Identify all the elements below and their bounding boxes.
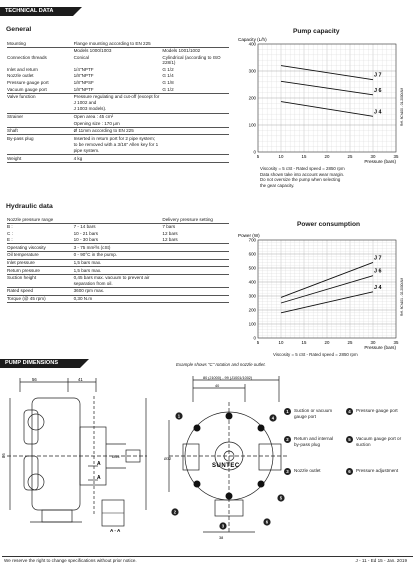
legend-number: 4 [346,408,353,415]
dim-oslash54: Ø54 [112,454,120,459]
hydraulic-cell-label: Oil temperature [7,251,74,259]
general-row [7,142,229,155]
general-cell-label: Strainer [7,114,24,120]
general-row [7,106,229,113]
general-row [7,40,229,47]
capacity-y-tick-label: 400 [248,41,256,47]
port-marker-3: 3 [221,523,225,529]
legend-item [284,408,344,419]
general-cell-c2: Cylindrical (according to ISO 228/1) [162,54,221,66]
port-marker-6: 6 [265,519,269,525]
port-legend [284,408,412,538]
hydraulic-cell-label: Inlet pressure [7,259,74,267]
hydraulic-row [7,251,229,259]
capacity-x-tick-label: 30 [370,154,376,159]
capacity-y-axis-label: Capacity (L/h) [238,37,267,42]
legend-number: 3 [284,468,291,475]
power-series-label: J 6 [374,268,382,275]
legend-text: Nozzle outlet [294,468,321,473]
capacity-series-label: J 6 [374,87,382,94]
hydraulic-cell-c2 [162,287,229,295]
hydraulic-row [7,230,229,237]
hydraulic-cell-c2: Delivery pressure setting [162,216,229,223]
general-row [7,47,229,54]
capacity-chart-title: Pump capacity [293,28,340,35]
general-cell-c2 [162,155,229,163]
dim-56: 56 [32,377,37,382]
pump-dimensions-header [0,359,80,368]
hydraulic-cell-c2 [162,244,229,252]
power-x-tick-label: 30 [370,340,376,345]
hydraulic-cell-label: Suction height [7,274,74,287]
pump-dimensions-title: PUMP DIMENSIONS [5,360,59,366]
hydraulic-table [7,216,229,303]
hydraulic-cell-c1: 1,5 bars max. [74,267,163,275]
general-row [7,66,229,73]
hydraulic-row [7,259,229,267]
capacity-series-label: J 7 [374,72,382,79]
port-marker-1: 1 [177,413,181,419]
general-cell-c1: Flange mounting according to EN 225 [74,40,163,47]
page-footer [2,556,413,564]
general-cell-c1: Opening size : 170 µm [74,120,163,127]
technical-data-title: TECHNICAL DATA [5,8,54,14]
power-y-tick-label: 400 [248,279,256,285]
hydraulic-cell-label: Operating viscosity [7,244,74,252]
general-cell-c1: 4 kg [74,155,163,163]
dim-top-2: 40 [215,384,220,388]
power-chart-title: Power consumption [297,221,361,228]
pump-front-view-drawing [163,372,288,544]
legend-number: 2 [284,436,291,443]
general-cell-c2 [162,142,229,155]
capacity-x-tick-label: 25 [347,154,353,159]
dim-oslash32: Ø32 [164,457,172,461]
hydraulic-cell-c2 [162,295,229,303]
general-cell-c2 [162,127,229,135]
power-y-tick-label: 100 [248,321,256,327]
general-cell-label: Valve function [7,94,36,100]
general-cell-c1: to be removed with a 3/16" Allen key for 1 pipe system. [74,142,163,155]
general-table [7,40,229,163]
hydraulic-cell-c1: 10 - 30 bars [74,237,163,244]
capacity-series-label: J 4 [374,109,382,116]
general-cell-c2 [162,93,229,106]
general-cell-c2: G 1/2 [162,66,174,72]
general-cell-c2 [162,40,229,47]
general-cell-c1: Conical [73,54,89,60]
legend-item [284,468,344,475]
legend-text: Vacuum gauge port or suction [356,436,402,447]
capacity-note-line-3: Do not oversize the pump when selecting [260,177,341,183]
general-cell-c1: Open area : 45 cm² [73,114,114,120]
capacity-note-line-4: the gear capacity. [260,182,295,188]
power-y-tick-label: 700 [248,237,256,243]
general-row [7,86,229,93]
legend-item [346,436,406,447]
hydraulic-cell-c2 [162,259,229,267]
general-cell-c1: Models 1000/1003 [73,48,112,54]
capacity-note-line-1: Viscosity = 5 cSt - Rated speed = 2850 rpm [260,166,345,171]
general-cell-c1: Ø 11mm according to EN 225 [74,127,163,135]
capacity-y-tick-label: 100 [248,122,256,128]
general-cell-c2: G 1/4 [162,73,174,79]
general-row [7,73,229,80]
general-cell-label [7,142,74,155]
power-y-axis-label: Power (W) [238,233,260,238]
general-cell-c2 [162,120,229,127]
hydraulic-cell-c2: 12 bars [162,237,229,244]
general-cell-label [7,120,74,127]
general-row [7,155,229,163]
hydraulic-cell-c1: 0,30 N.m [74,295,163,303]
general-cell-c1: 1/8"NPTF [73,73,94,79]
hydraulic-cell-c2 [162,274,229,287]
general-cell-label: Shaft [7,127,74,135]
hydraulic-cell-c2: 12 bars [162,230,178,236]
hydraulic-cell-c1 [74,216,163,223]
footer-disclaimer: We reserve the right to change specifications without prior notice. [4,558,137,563]
hydraulic-cell-c1: 3600 rpm max. [74,287,163,295]
general-row [7,127,229,135]
power-chart [236,230,406,352]
general-cell-c1: Pressure regulating and cut-off (except for J 1002 and [73,94,160,105]
general-cell-label: Weight [7,155,74,163]
capacity-y-tick-label: 300 [248,68,256,74]
legend-item [284,436,344,447]
legend-number: 6 [346,468,353,475]
general-title: General [6,26,32,33]
hydraulic-cell-label: E : [7,237,74,244]
general-cell-c1: J 1003 models). [74,106,163,113]
general-cell-label [7,47,74,54]
power-series-label: J 7 [374,255,382,262]
general-cell-label: Mounting [7,40,74,47]
power-x-tick-label: 35 [393,340,399,345]
legend-number: 5 [346,436,353,443]
hydraulic-row [7,223,229,230]
capacity-note [260,166,345,188]
general-cell-c2: G 1/8 [162,80,174,86]
section-mark-a-lower: A [97,475,101,481]
general-cell-c1: 1/8"NPSF [73,80,94,86]
general-cell-label: Vacuum gauge port [7,86,74,93]
power-y-tick-label: 600 [248,251,256,257]
power-x-tick-label: 20 [324,340,330,345]
capacity-note-line-2: Data shown take into account wear margin. [260,171,345,177]
hydraulic-title: Hydraulic data [6,203,53,210]
power-x-tick-label: 25 [347,340,353,345]
section-label: A - A [110,528,121,533]
legend-number: 1 [284,408,291,415]
capacity-x-tick-label: 15 [301,154,307,159]
legend-item [346,408,406,415]
legend-text: Pressure adjustment [356,468,399,473]
footer-edition: J - 11 - Ed 15 - Jan. 2019 [355,558,407,563]
power-side-code: Réf. 8Ch101 - 02-2000/AM [400,277,404,316]
hydraulic-row [7,216,229,223]
hydraulic-row [7,237,229,244]
power-series-label: J 4 [374,284,382,291]
section-mark-a-upper: A [97,461,101,467]
general-cell-label [7,106,74,113]
legend-text: Suction or vacuum gauge port [294,408,333,419]
legend-text: Return and internal by-pass plug [294,436,334,447]
dim-41: 41 [78,377,83,382]
hydraulic-cell-c1: 0,45 bars max. vacuum to prevent air separation from oil. [74,274,163,287]
general-cell-label: Connection threads [7,54,47,60]
capacity-y-tick-label: 0 [253,149,256,155]
capacity-chart [236,34,406,166]
hydraulic-cell-c1: 0 - 90°C in the pump. [74,251,163,259]
general-cell-label: Inlet and return [7,66,38,72]
general-cell-label: By-pass plug [7,135,34,141]
general-cell-c2: Models 1001/1002 [162,48,201,54]
power-y-tick-label: 0 [253,335,256,341]
capacity-y-tick-label: 200 [248,95,256,101]
power-x-tick-label: 10 [278,340,284,345]
port-marker-5: 5 [279,495,283,501]
legend-item [346,468,406,475]
capacity-x-tick-label: 35 [393,154,399,159]
hydraulic-cell-label: B : [7,224,13,230]
general-row [7,113,229,120]
capacity-x-tick-label: 20 [324,154,330,159]
general-cell-c2 [162,113,229,120]
general-cell-c1: 1/4"NPTF [73,66,94,72]
port-marker-2: 2 [173,509,177,515]
pump-side-view-drawing [2,372,157,542]
hydraulic-cell-c1: 1,5 bars max. [74,259,163,267]
dim-top-1: 80 (J1000) - 99 (J1001/1002) [203,376,253,380]
capacity-x-tick-label: 10 [278,154,284,159]
capacity-x-tick-label: 5 [256,154,260,159]
hydraulic-cell-c1: 10 - 21 bars [73,230,99,236]
hydraulic-cell-label: Nozzle pressure range [7,216,74,223]
general-cell-c1: Inserted in return port for 2 pipe system; [73,135,156,141]
hydraulic-row [7,244,229,252]
power-note: Viscosity = 5 cSt - Rated speed = 2850 rpm [273,352,358,357]
general-cell-label: Pressure gauge port [7,80,49,86]
general-row [7,80,229,87]
general-cell-c2 [162,106,229,113]
power-x-tick-label: 5 [256,340,260,345]
hydraulic-cell-c2 [162,251,229,259]
power-x-axis-label: Pressure (bars) [364,345,396,350]
hydraulic-cell-label: Return pressure [7,267,74,275]
hydraulic-cell-label: C : [7,230,13,236]
general-row [7,135,229,142]
general-cell-c1: 1/8"NPTF [74,86,163,93]
general-cell-c2 [162,135,229,142]
hydraulic-cell-c2 [162,267,229,275]
hydraulic-cell-c1: 7 - 14 bars [73,224,96,230]
hydraulic-cell-c1: 3 - 75 mm²/s (cSt) [74,244,163,252]
power-y-tick-label: 200 [248,307,256,313]
hydraulic-cell-label: Torque (@ 45 rpm) [7,295,74,303]
hydraulic-row [7,267,229,275]
capacity-side-code: Réf. 8Ch100 - 01-2000/AM [400,87,404,126]
hydraulic-cell-label: Rated speed [7,287,74,295]
port-marker-4: 4 [271,415,275,421]
general-row [7,93,229,106]
dim-38: 38 [219,536,224,540]
technical-data-header [0,7,73,16]
capacity-x-axis-label: Pressure (bars) [364,159,396,164]
power-y-tick-label: 500 [248,265,256,271]
general-cell-c2: G 1/2 [162,86,229,93]
power-y-tick-label: 300 [248,293,256,299]
dim-86: 86 [1,453,6,458]
general-row [7,120,229,127]
power-x-tick-label: 15 [301,340,307,345]
legend-text: Pressure gauge port [356,408,398,413]
hydraulic-row [7,287,229,295]
general-cell-label: Nozzle outlet [7,73,34,79]
general-row [7,54,229,66]
brand-logo-text: SUNTEC [212,463,240,469]
hydraulic-row [7,274,229,287]
hydraulic-row [7,295,229,303]
dimensions-example-note: Example shows "C" rotation and nozzle outlet. [176,362,266,367]
hydraulic-cell-c2: 7 bars [162,224,176,230]
